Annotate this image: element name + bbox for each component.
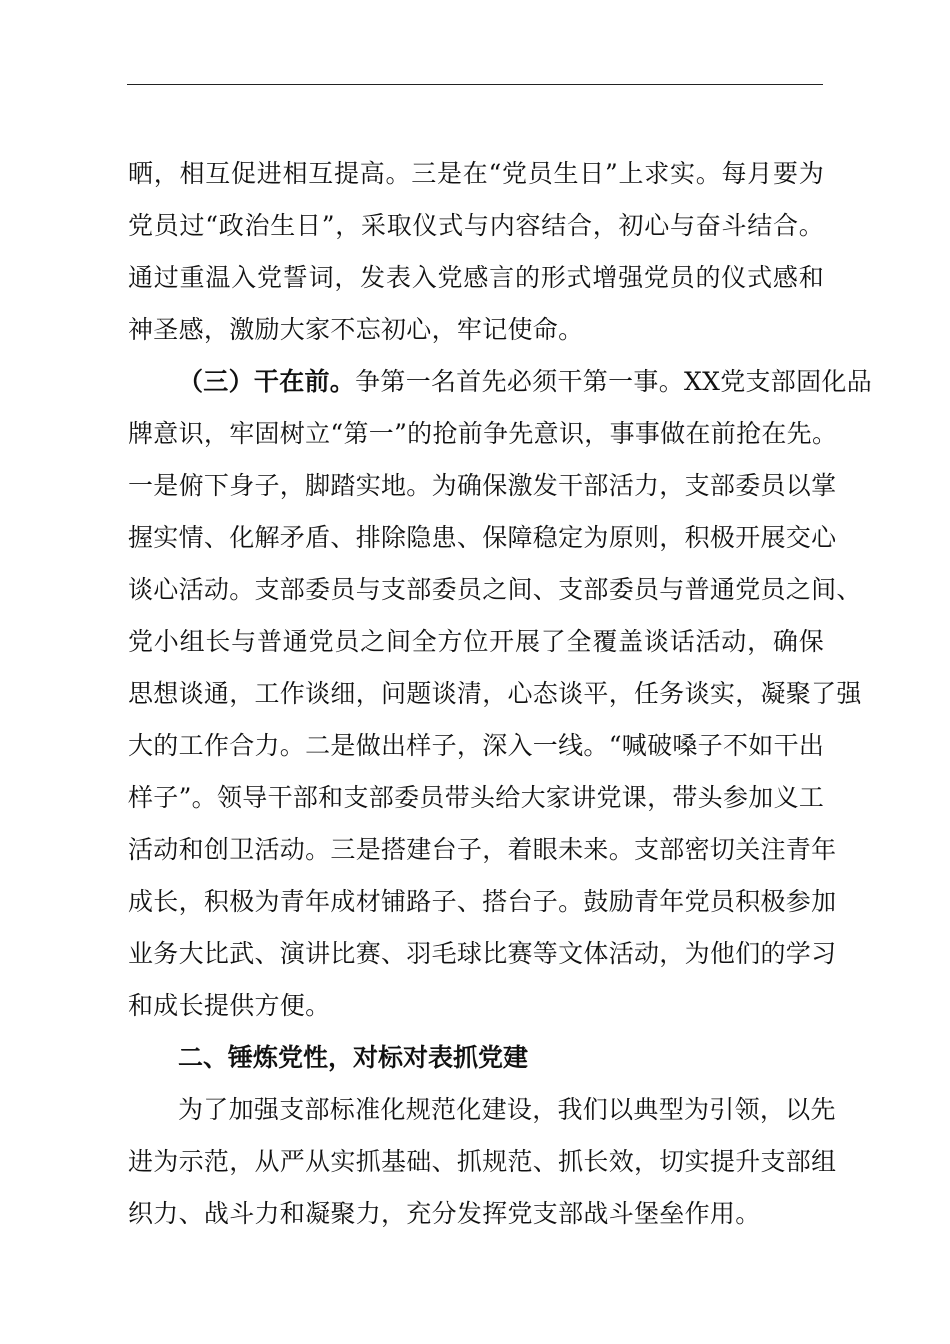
subheading-gan-zai-qian: （三）干在前。	[178, 367, 356, 396]
paragraph-line: 思想谈通，工作谈细，问题谈清，心态谈平，任务谈实，凝聚了强	[128, 679, 862, 708]
paragraph-line: 谈心活动。支部委员与支部委员之间、支部委员与普通党员之间、	[128, 575, 862, 604]
paragraph-line: 党员过“政治生日”，采取仪式与内容结合，初心与奋斗结合。	[128, 211, 824, 240]
paragraph-line: 为了加强支部标准化规范化建设，我们以典型为引领，以先	[178, 1095, 836, 1124]
paragraph-first-line	[128, 356, 873, 408]
paragraph-line: 握实情、化解矛盾、排除隐患、保障稳定为原则，积极开展交心	[128, 523, 837, 552]
paragraph-3	[128, 1084, 837, 1240]
paragraph-line: 样子”。领导干部和支部委员带头给大家讲党课，带头参加义工	[128, 783, 825, 812]
header-rule	[127, 84, 823, 85]
paragraph-line-rest: 争第一名首先必须干第一事。XX党支部固化品	[355, 367, 873, 396]
paragraph-line: 晒，相互促进相互提高。三是在“党员生日”上求实。每月要为	[128, 159, 824, 188]
paragraph-line: 大的工作合力。二是做出样子，深入一线。“喊破嗓子不如干出	[128, 731, 825, 760]
paragraph-1	[128, 148, 824, 356]
paragraph-line: 织力、战斗力和凝聚力，充分发挥党支部战斗堡垒作用。	[128, 1199, 761, 1228]
paragraph-line: 党小组长与普通党员之间全方位开展了全覆盖谈话活动，确保	[128, 627, 824, 656]
document-page	[128, 148, 873, 1240]
paragraph-line: 牌意识，牢固树立“第一”的抢前争先意识，事事做在前抢在先。	[128, 419, 838, 448]
paragraph-line: 一是俯下身子，脚踏实地。为确保激发干部活力，支部委员以掌	[128, 471, 837, 500]
paragraph-line: 神圣感，激励大家不忘初心，牢记使命。	[128, 315, 584, 344]
paragraph-line: 活动和创卫活动。三是搭建台子，着眼未来。支部密切关注青年	[128, 835, 837, 864]
section-heading: 二、锤炼党性，对标对表抓党建	[178, 1043, 529, 1072]
paragraph-2	[128, 356, 873, 1032]
paragraph-line: 和成长提供方便。	[128, 991, 331, 1020]
paragraph-line: 成长，积极为青年成材铺路子、搭台子。鼓励青年党员积极参加	[128, 887, 837, 916]
paragraph-line: 通过重温入党誓词，发表入党感言的形式增强党员的仪式感和	[128, 263, 824, 292]
paragraph-line: 进为示范，从严从实抓基础、抓规范、抓长效，切实提升支部组	[128, 1147, 837, 1176]
paragraph-line: 业务大比武、演讲比赛、羽毛球比赛等文体活动，为他们的学习	[128, 939, 837, 968]
